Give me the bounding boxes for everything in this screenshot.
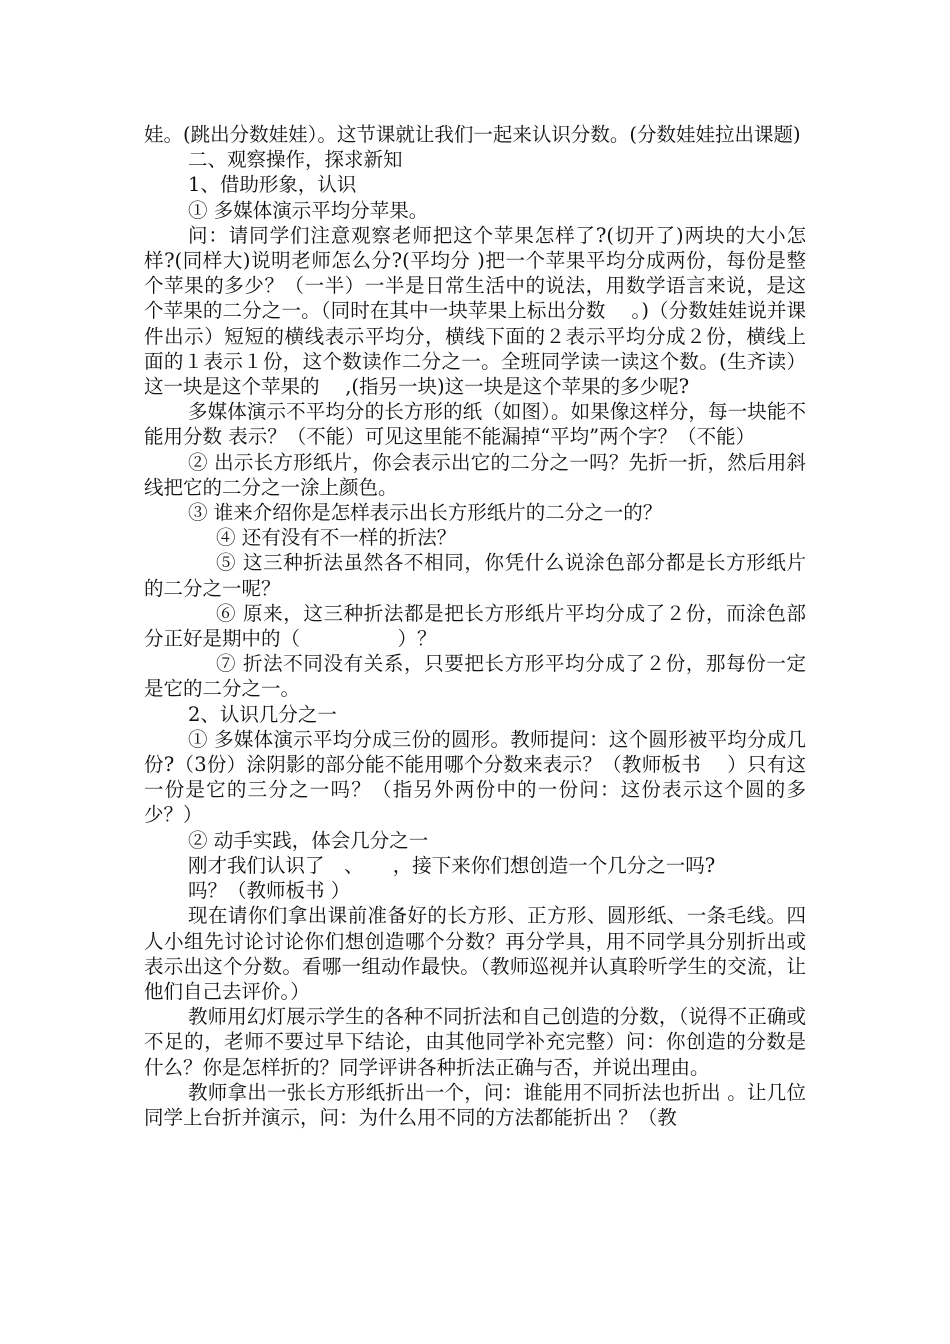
paragraph: ① 多媒体演示平均分成三份的圆形。教师提问：这个圆形被平均分成几份?（3份）涂阴影的部分能不能用哪个分数来表示？（教师板书 ）只有这一份是它的三分之一吗？（指另外两份中的一份问：这份表示这个圆的多少？） — [144, 727, 806, 827]
paragraph: ④ 还有没有不一样的折法？ — [216, 526, 457, 550]
paragraph: ② 出示长方形纸片，你会表示出它的二分之一吗？先折一折，然后用斜线把它的二分之一涂上颜色。 — [144, 450, 806, 499]
paragraph: 问：请同学们注意观察老师把这个苹果怎样了?(切开了)两块的大小怎样?(同样大)说明老师怎么分?(平均分 )把一个苹果平均分成两份，每份是整个苹果的多少？（一半）一半是日常生活中的说法，用数学语言来说，是这个苹果的二分之一。（同时在其中一块苹果上标出分数 。)（分数娃娃说并课件出示）短短的横线表示平均分，横线下面的２表示平均分成２份，横线上面的１表示１份，这个数读作二分之一。全班同学读一读这个数。(生齐读）这一块是这个苹果的 ,(指另一块)这一块是这个苹果的多少呢? — [144, 223, 806, 399]
paragraph: ⑥ 原来，这三种折法都是把长方形纸片平均分成了２份，而涂色部分正好是期中的（ ）？ — [144, 601, 806, 651]
paragraph: 教师拿出一张长方形纸折出一个，问：谁能用不同折法也折出 。让几位同学上台折并演示，问：为什么用不同的方法都能折出 ？（教 — [144, 1080, 806, 1129]
paragraph: 多媒体演示不平均分的长方形的纸（如图）。如果像这样分，每一块能不能用分数 表示？（不能）可见这里能不能漏掉“平均”两个字？（不能） — [144, 400, 806, 449]
subsection-heading: 1、借助形象，认识 — [188, 173, 357, 197]
paragraph: ① 多媒体演示平均分苹果。 — [188, 198, 429, 222]
paragraph: 现在请你们拿出课前准备好的长方形、正方形、圆形纸、一条毛线。四人小组先讨论讨论你们想创造哪个分数？再分学具，用不同学具分别折出或表示出这个分数。看哪一组动作最快。（教师巡视并认真聆听学生的交流，让他们自己去评价。） — [144, 904, 806, 1003]
paragraph: 刚才我们认识了 、 ，接下来你们想创造一个几分之一吗? — [188, 853, 716, 877]
document-page — [144, 122, 806, 1130]
paragraph: ③ 谁来介绍你是怎样表示出长方形纸片的二分之一的？ — [188, 501, 663, 525]
paragraph: 娃。(跳出分数娃娃）。这节课就让我们一起来认识分数。(分数娃娃拉出课题) — [144, 123, 801, 146]
subsection-heading: 2、认识几分之一 — [188, 702, 337, 726]
paragraph: 教师用幻灯展示学生的各种不同折法和自己创造的分数，（说得不正确或不足的，老师不要过早下结论，由其他同学补充完整）问：你创造的分数是什么？你是怎样折的？同学评讲各种折法正确与否，并说出理由。 — [144, 1005, 806, 1079]
paragraph: ⑤ 这三种折法虽然各不相同，你凭什么说涂色部分都是长方形纸片的二分之一呢？ — [144, 551, 806, 600]
paragraph: 吗？（教师板书 ） — [188, 879, 351, 903]
paragraph: ② 动手实践，体会几分之一 — [188, 828, 429, 852]
paragraph: ⑦ 折法不同没有关系，只要把长方形平均分成了２份，那每份一定是它的二分之一。 — [144, 652, 806, 701]
section-heading: 二、观察操作，探求新知 — [188, 148, 403, 172]
